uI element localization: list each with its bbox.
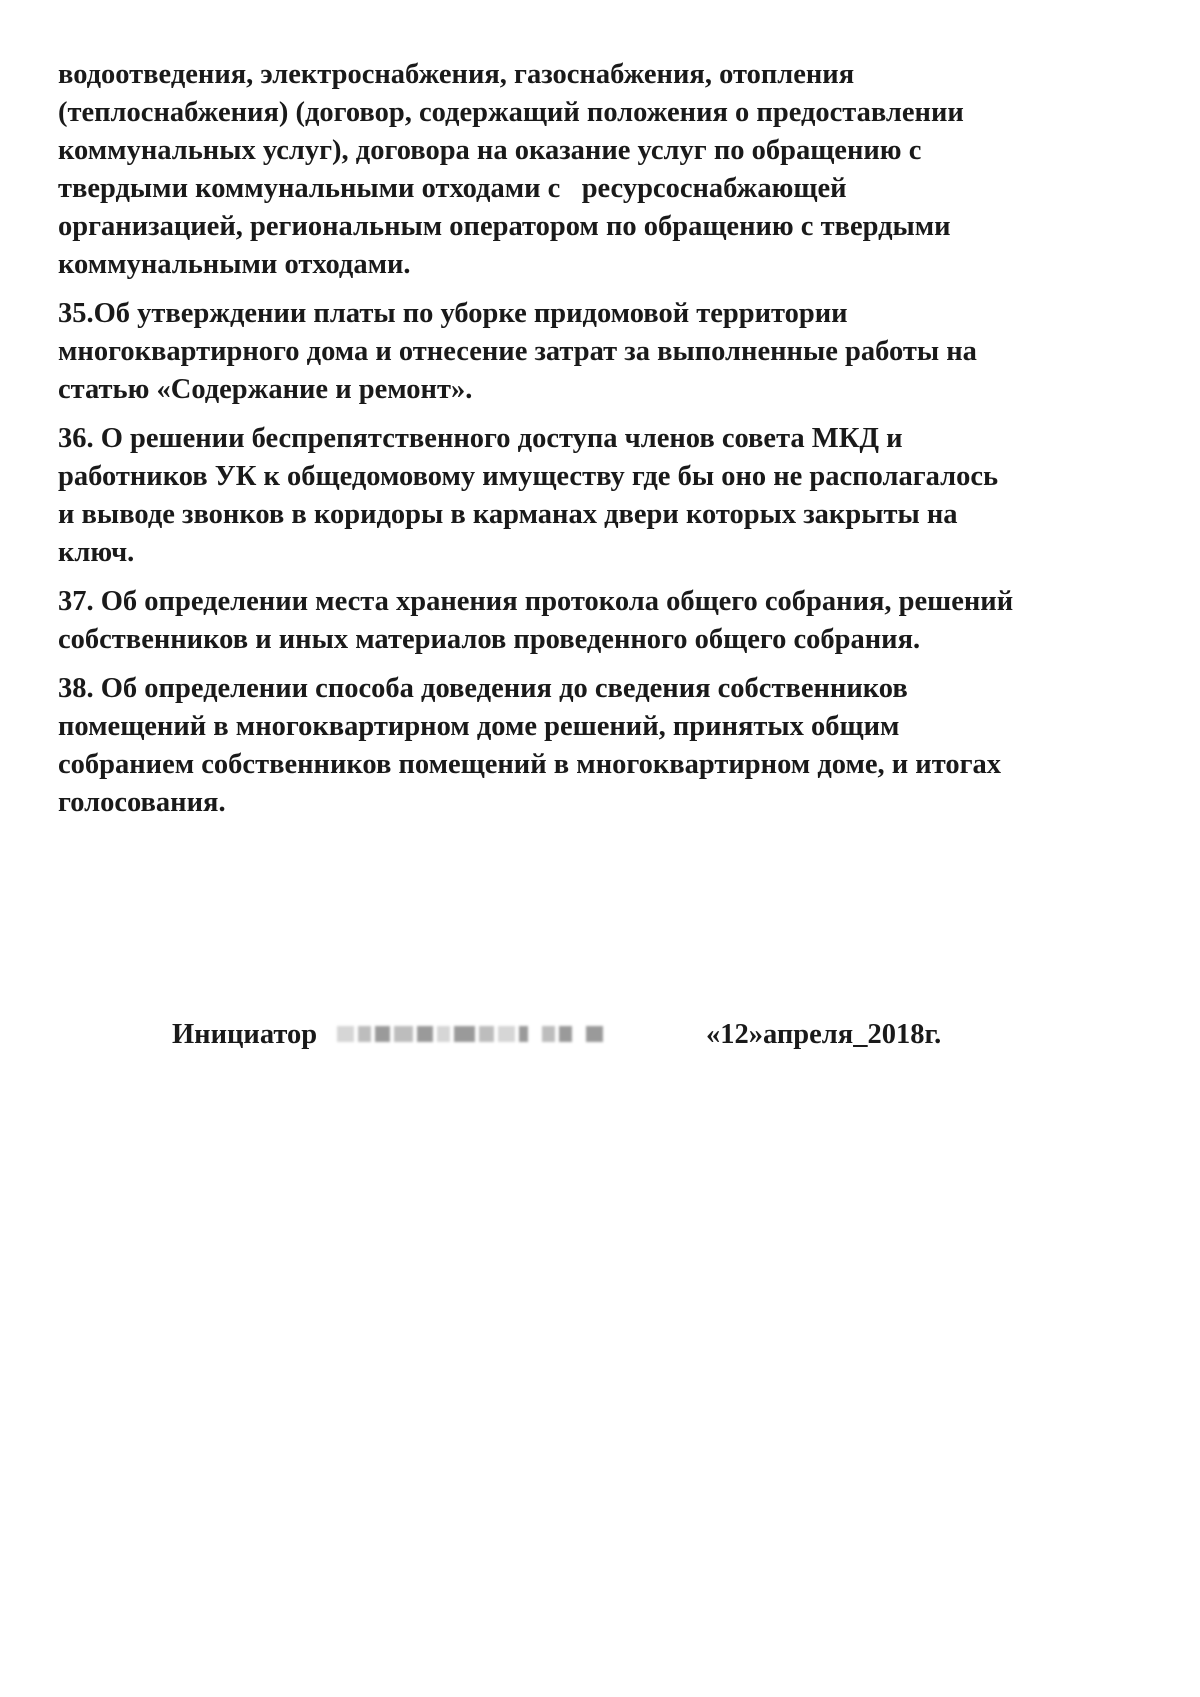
text-line: водоотведения, электроснабжения, газоснабжения, отопления: [58, 59, 855, 90]
agenda-item-35: [58, 295, 1158, 409]
agenda-text: [58, 56, 1158, 833]
agenda-item-37: [58, 583, 1158, 659]
text-line: (теплоснабжения) (договор, содержащий положения о предоставлении: [58, 97, 964, 128]
text-line: статью «Содержание и ремонт».: [58, 374, 473, 405]
text-line: 36. О решении беспрепятственного доступа членов совета МКД и: [58, 423, 903, 454]
text-line: голосования.: [58, 787, 226, 818]
agenda-item-38: [58, 670, 1158, 822]
initiator-label: Инициатор: [172, 1019, 318, 1050]
text-line: коммунальными отходами.: [58, 249, 411, 280]
text-line: помещений в многоквартирном доме решений, принятых общим: [58, 711, 900, 742]
text-line: 37. Об определении места хранения протокола общего собрания, решений: [58, 586, 1014, 617]
signature-block: [172, 1016, 1072, 1056]
text-line: многоквартирного дома и отнесение затрат за выполненные работы на: [58, 336, 977, 367]
text-line: твердыми коммунальными отходами с ресурсоснабжающей: [58, 173, 847, 204]
text-line: 38. Об определении способа доведения до сведения собственников: [58, 673, 908, 704]
text-line: и выводе звонков в коридоры в карманах двери которых закрыты на: [58, 499, 958, 530]
text-line: собственников и иных материалов проведенного общего собрания.: [58, 624, 921, 655]
text-line: 35.Об утверждении платы по уборке придомовой территории: [58, 298, 848, 329]
redacted-name-blur: [337, 1020, 607, 1048]
text-line: работников УК к общедомовому имуществу где бы оно не располагалось: [58, 461, 999, 492]
text-line: коммунальных услуг), договора на оказание услуг по обращению с: [58, 135, 922, 166]
text-line: ключ.: [58, 537, 135, 568]
agenda-item-36: [58, 420, 1158, 572]
signature-date: «12»апреля_2018г.: [706, 1019, 942, 1050]
text-line: собранием собственников помещений в многоквартирном доме, и итогах: [58, 749, 1002, 780]
text-line: организацией, региональным оператором по обращению с твердыми: [58, 211, 951, 242]
agenda-item-continuation: [58, 56, 1158, 284]
